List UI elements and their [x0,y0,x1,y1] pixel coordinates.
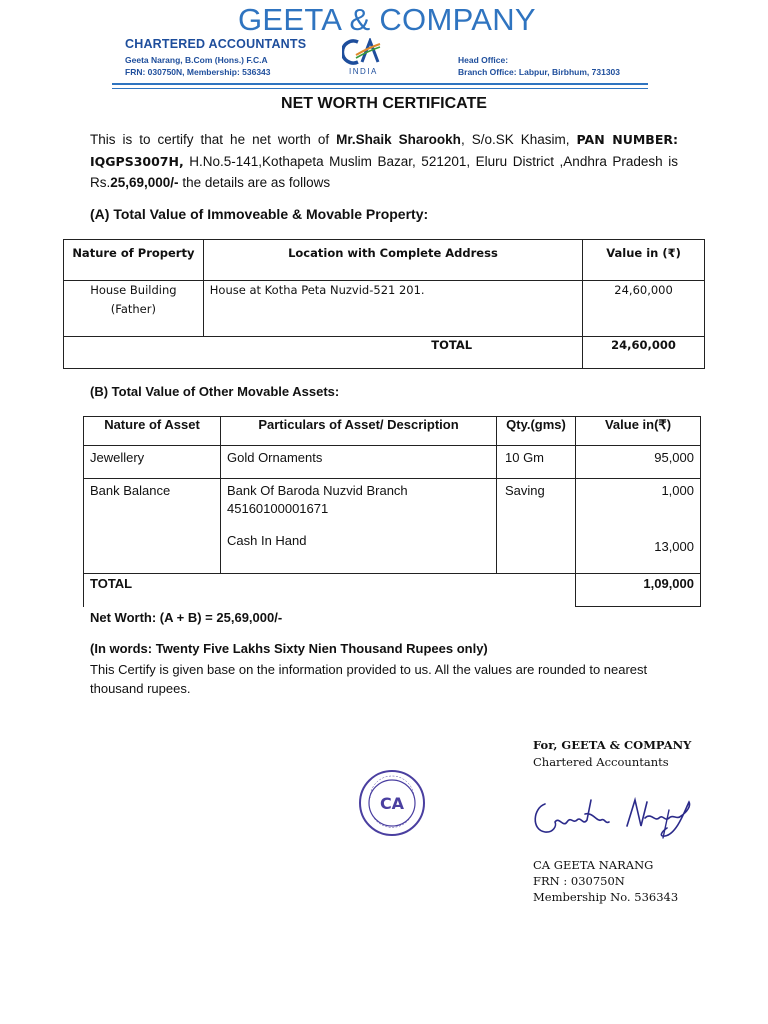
intro-paragraph [90,129,678,194]
logo-india-text: INDIA [349,67,378,76]
column-header: Value in (₹) [583,240,705,281]
asset-particulars: Gold Ornaments [221,446,497,479]
asset-nature: Bank Balance [84,479,221,574]
account-number: 45160100001671 [227,501,329,516]
signature-icon [527,782,697,842]
column-header: Location with Complete Address [203,240,582,281]
head-office-label: Head Office: [458,55,509,65]
intro-text: H.No.5-141,Kothapeta Muslim Bazar, 521201, Eluru District ,Andhra Pradesh is Rs. [90,153,678,190]
net-worth-amount: 25,69,000/- [110,175,179,190]
table-total-row [84,574,701,607]
table-row [64,281,705,337]
column-header: Qty.(gms) [497,417,576,446]
total-value: 1,09,000 [576,574,701,607]
table-row [84,479,701,574]
letterhead-rule [112,83,648,85]
amount-in-words: (In words: Twenty Five Lakhs Sixty Nien Thousand Rupees only) [90,641,488,656]
intro-text: the details are as follows [178,175,331,190]
property-nature: House Building (Father) [64,281,204,337]
property-value: 24,60,000 [583,281,705,337]
column-header: Particulars of Asset/ Description [221,417,497,446]
for-company: For, GEETA & COMPANY [533,738,692,752]
intro-text: , S/o.SK Khasim, [460,132,577,147]
asset-value: 95,000 [576,446,701,479]
letterhead-frn: FRN: 030750N, Membership: 536343 [125,67,271,77]
holder-name: Mr.Shaik Sharookh [336,132,461,147]
asset-nature: Jewellery [84,446,221,479]
total-value: 24,60,000 [583,337,705,369]
branch-office-address: Branch Office: Labpur, Birbhum, 731303 [458,67,621,77]
company-name: GEETA & COMPANY [238,2,536,37]
column-header: Nature of Asset [84,417,221,446]
column-header: Nature of Property [64,240,204,281]
signatory-frn: FRN : 030750N [533,874,625,888]
svg-text:CA: CA [379,794,405,813]
table-row [84,446,701,479]
asset-value [576,479,701,574]
pan-label: PAN NUMBER: [576,132,678,147]
total-label: TOTAL [84,574,576,607]
bank-balance-value: 1,000 [661,483,694,498]
property-table [63,239,705,369]
letterhead-rule-thin [112,88,648,89]
letterhead-subtitle: Geeta Narang, B.Com (Hons.) F.C.A [125,55,268,65]
letterhead-title: CHARTERED ACCOUNTANTS [125,37,307,51]
signatory-membership: Membership No. 536343 [533,890,679,904]
signatory-name: CA GEETA NARANG [533,858,654,872]
assets-table [83,416,701,607]
total-label: TOTAL [64,337,583,369]
table-header-row [84,417,701,446]
signatory-role: Chartered Accountants [533,755,669,769]
column-header: Value in(₹) [576,417,701,446]
asset-qty: Saving [497,479,576,574]
asset-qty: 10 Gm [497,446,576,479]
asset-particulars [221,479,497,574]
pan-number: IQGPS3007H, [90,153,184,169]
intro-text: This is to certify that he net worth of [90,132,337,147]
certification-note: This Certify is given base on the information provided to us. All the values are rounded to nearest thousand rupees. [90,662,648,696]
ca-logo-icon [342,38,382,66]
cash-value: 13,000 [654,539,694,554]
seal-icon [357,768,427,838]
table-total-row [64,337,705,369]
section-b-heading: (B) Total Value of Other Movable Assets: [90,384,340,399]
section-a-heading: (A) Total Value of Immoveable & Movable Property: [90,206,429,222]
net-worth-line: Net Worth: (A + B) = 25,69,000/- [90,610,283,625]
cash-in-hand: Cash In Hand [227,533,307,548]
bank-name: Bank Of Baroda Nuzvid Branch [227,483,408,498]
property-location: House at Kotha Peta Nuzvid-521 201. [203,281,582,337]
document-title: NET WORTH CERTIFICATE [281,95,487,112]
table-header-row [64,240,705,281]
